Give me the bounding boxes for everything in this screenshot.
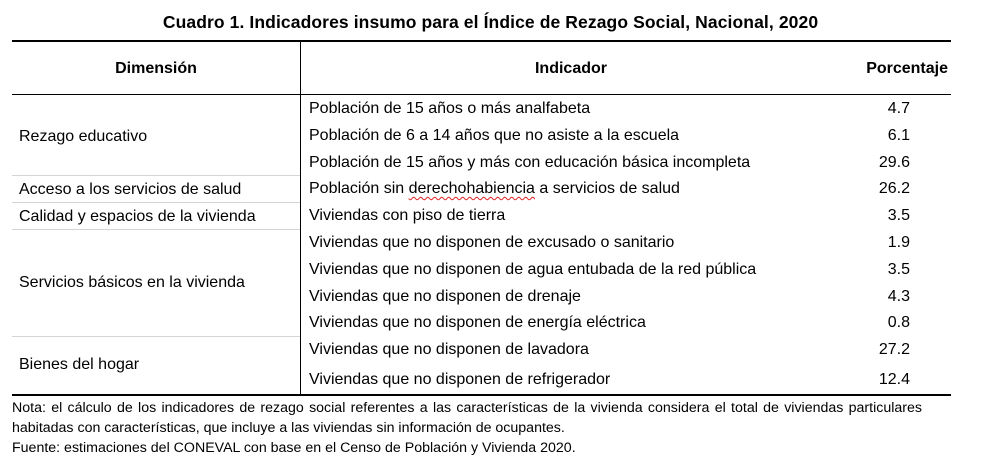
table-bottom-rule [12,394,951,396]
dimension-acceso-salud: Acceso a los servicios de salud [19,181,242,198]
percentage-cell: 3.5 [887,261,910,278]
header-dimension: Dimensión [115,60,197,77]
percentage-cell: 6.1 [887,127,910,144]
note-text: Nota: el cálculo de los indicadores de rezago social referentes a las características de la vivienda considera el total de viviendas particulares habitadas con características, que incluye a las viviendas sin información de ocupantes. [12,400,922,436]
indicator-text-post: a servicios de salud [534,180,680,197]
indicator-cell: Viviendas que no disponen de lavadora [309,341,589,358]
header-indicator: Indicador [534,60,607,77]
indicator-cell: Viviendas que no disponen de energía eléctrica [309,314,646,331]
percentage-cell: 3.5 [887,207,910,224]
indicator-cell: Viviendas que no disponen de excusado o sanitario [309,234,675,251]
header-bottom-rule [12,94,951,95]
dimension-servicios-basicos: Servicios básicos en la vivienda [19,274,245,291]
group-separator [12,229,300,230]
group-separator [12,175,300,176]
header-percentage: Porcentaje [866,60,948,77]
indicator-cell: Población de 15 años y más con educación básica incompleta [309,154,751,171]
group-separator [12,202,300,203]
percentage-cell: 29.6 [878,154,910,171]
percentage-cell: 27.2 [878,341,910,358]
percentage-cell: 4.7 [887,100,910,117]
indicator-cell: Población de 6 a 14 años que no asiste a la escuela [309,127,680,144]
percentage-cell: 0.8 [887,314,910,331]
indicator-cell [309,180,680,198]
dimension-bienes-hogar: Bienes del hogar [19,356,140,373]
percentage-cell: 26.2 [878,180,910,197]
spellcheck-marked-word: derechohabiencia [408,180,535,197]
indicator-cell: Viviendas que no disponen de agua entubada de la red pública [309,261,757,278]
column-separator [300,42,301,394]
table-title: Cuadro 1. Indicadores insumo para el Índice de Rezago Social, Nacional, 2020 [162,12,819,32]
indicator-text-pre: Población sin [309,180,409,197]
source-text: Fuente: estimaciones del CONEVAL con base en el Censo de Población y Vivienda 2020. [12,440,576,456]
percentage-cell: 4.3 [887,288,910,305]
group-separator [12,336,300,337]
dimension-calidad-vivienda: Calidad y espacios de la vivienda [19,208,256,225]
indicator-cell: Viviendas que no disponen de refrigerador [309,371,611,388]
table-top-rule [12,40,951,42]
percentage-cell: 1.9 [887,234,910,251]
indicator-cell: Viviendas que no disponen de drenaje [309,288,581,305]
indicator-cell: Población de 15 años o más analfabeta [309,100,591,117]
percentage-cell: 12.4 [878,371,910,388]
dimension-rezago-educativo: Rezago educativo [19,128,148,145]
table-footnotes [12,398,922,458]
indicator-cell: Viviendas con piso de tierra [309,207,506,224]
